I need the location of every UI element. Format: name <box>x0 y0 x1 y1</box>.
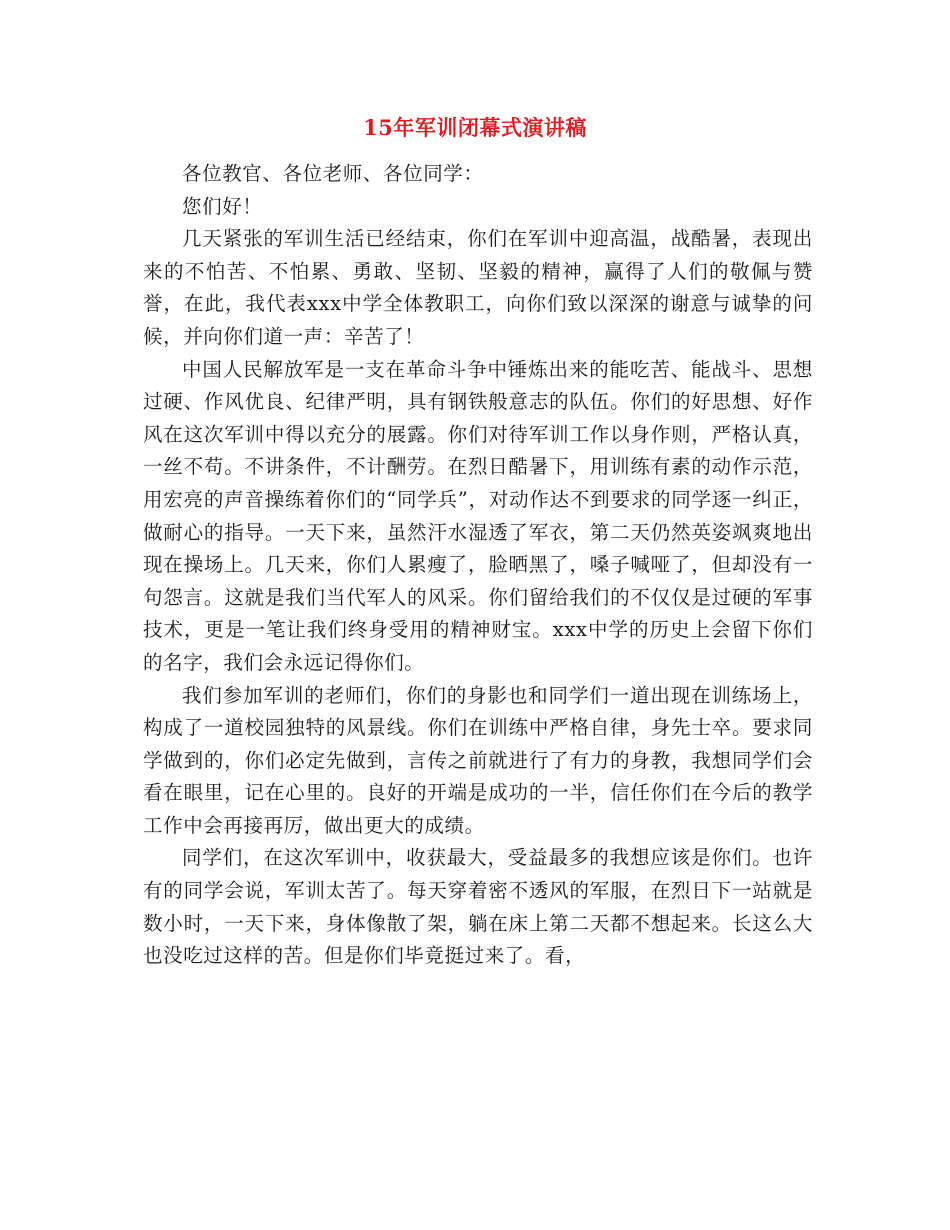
document-body <box>143 158 813 973</box>
body-paragraph: 同学们，在这次军训中，收获最大，受益最多的我想应该是你们。也许有的同学会说，军训太苦了。每天穿着密不透风的军服，在烈日下一站就是数小时，一天下来，身体像散了架，躺在床上第二天都不想起来。长这么大也没吃过这样的苦。但是你们毕竟挺过来了。看， <box>143 846 813 968</box>
body-paragraph: 我们参加军训的老师们，你们的身影也和同学们一道出现在训练场上，构成了一道校园独特的风景线。你们在训练中严格自律，身先士卒。要求同学做到的，你们必定先做到，言传之前就进行了有力的身教，我想同学们会看在眼里，记在心里的。良好的开端是成功的一半，信任你们在今后的教学工作中会再接再厉，做出更大的成绩。 <box>143 683 813 837</box>
body-paragraph: 几天紧张的军训生活已经结束，你们在军训中迎高温，战酷暑，表现出来的不怕苦、不怕累、勇敢、坚韧、坚毅的精神，赢得了人们的敬佩与赞誉，在此，我代表xxx中学全体教职工，向你们致以深深的谢意与诚挚的问候，并向你们道一声：辛苦了！ <box>143 227 813 348</box>
document-title: 15年军训闭幕式演讲稿 <box>363 115 587 140</box>
salutation-paragraph: 各位教官、各位老师、各位同学： <box>182 162 484 185</box>
body-paragraph: 中国人民解放军是一支在革命斗争中锤炼出来的能吃苦、能战斗、思想过硬、作风优良、纪律严明，具有钢铁般意志的队伍。你们的好思想、好作风在这次军训中得以充分的展露。你们对待军训工作以身作则，严格认真，一丝不苟。不讲条件，不计酬劳。在烈日酷暑下，用训练有素的动作示范，用宏亮的声音操练着你们的“同学兵”，对动作达不到要求的同学逐一纠正，做耐心的指导。一天下来，虽然汗水湿透了军衣，第二天仍然英姿飒爽地出现在操场上。几天来，你们人累瘦了，脸晒黑了，嗓子喊哑了，但却没有一句怨言。这就是我们当代军人的风采。你们留给我们的不仅仅是过硬的军事技术，更是一笔让我们终身受用的精神财宝。xxx中学的历史上会留下你们的名字，我们会永远记得你们。 <box>143 357 813 674</box>
greeting-paragraph: 您们好！ <box>182 194 263 218</box>
